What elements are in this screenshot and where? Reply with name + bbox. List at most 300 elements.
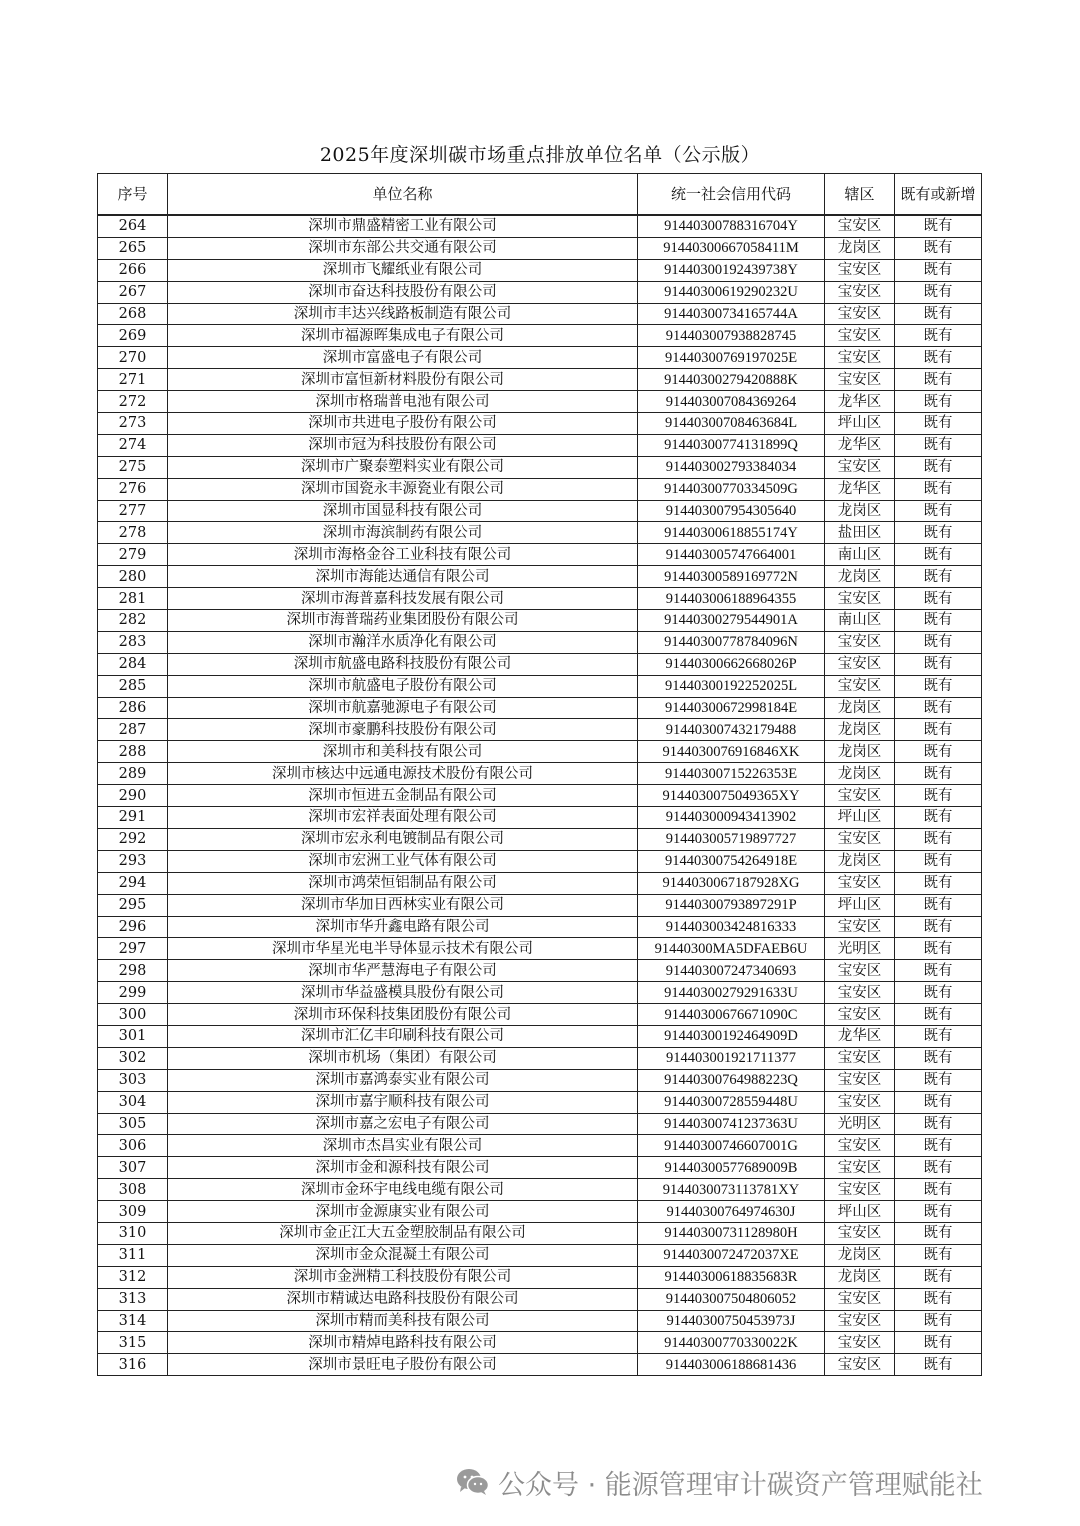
table-row bbox=[98, 872, 982, 894]
row-status: 既有 bbox=[895, 303, 982, 325]
row-district: 宝安区 bbox=[825, 456, 895, 478]
row-status: 既有 bbox=[895, 1332, 982, 1354]
row-seq: 293 bbox=[98, 850, 168, 872]
row-company-name: 深圳市海普瑞药业集团股份有限公司 bbox=[168, 610, 638, 632]
row-seq: 273 bbox=[98, 413, 168, 435]
table-row bbox=[98, 1244, 982, 1266]
row-credit-code: 91440300764974630J bbox=[638, 1201, 825, 1223]
row-credit-code: 91440300192464909D bbox=[638, 1025, 825, 1047]
row-district: 宝安区 bbox=[825, 1091, 895, 1113]
row-status: 既有 bbox=[895, 588, 982, 610]
row-credit-code: 914403007954305640 bbox=[638, 500, 825, 522]
table-row bbox=[98, 741, 982, 763]
row-credit-code: 914403001921711377 bbox=[638, 1047, 825, 1069]
row-status: 既有 bbox=[895, 1266, 982, 1288]
row-credit-code: 91440300715226353E bbox=[638, 763, 825, 785]
row-credit-code: 91440300769197025E bbox=[638, 347, 825, 369]
row-company-name: 深圳市冠为科技股份有限公司 bbox=[168, 434, 638, 456]
row-status: 既有 bbox=[895, 1047, 982, 1069]
row-status: 既有 bbox=[895, 785, 982, 807]
row-company-name: 深圳市华严慧海电子有限公司 bbox=[168, 960, 638, 982]
watermark bbox=[456, 1462, 983, 1502]
row-status: 既有 bbox=[895, 1354, 982, 1376]
row-seq: 303 bbox=[98, 1069, 168, 1091]
table-row bbox=[98, 1091, 982, 1113]
row-seq: 284 bbox=[98, 653, 168, 675]
row-company-name: 深圳市航盛电子股份有限公司 bbox=[168, 675, 638, 697]
row-district: 坪山区 bbox=[825, 413, 895, 435]
row-status: 既有 bbox=[895, 325, 982, 347]
row-seq: 289 bbox=[98, 763, 168, 785]
table-row bbox=[98, 369, 982, 391]
row-district: 宝安区 bbox=[825, 1179, 895, 1201]
row-seq: 272 bbox=[98, 391, 168, 413]
row-status: 既有 bbox=[895, 960, 982, 982]
row-company-name: 深圳市景旺电子股份有限公司 bbox=[168, 1354, 638, 1376]
row-district: 盐田区 bbox=[825, 522, 895, 544]
row-status: 既有 bbox=[895, 894, 982, 916]
table-row bbox=[98, 500, 982, 522]
row-company-name: 深圳市福源晖集成电子有限公司 bbox=[168, 325, 638, 347]
row-district: 龙岗区 bbox=[825, 850, 895, 872]
row-company-name: 深圳市精而美科技有限公司 bbox=[168, 1310, 638, 1332]
table-row bbox=[98, 1113, 982, 1135]
table-row bbox=[98, 1004, 982, 1026]
row-company-name: 深圳市飞耀纸业有限公司 bbox=[168, 259, 638, 281]
table-row bbox=[98, 434, 982, 456]
row-seq: 270 bbox=[98, 347, 168, 369]
table-row bbox=[98, 785, 982, 807]
row-district: 宝安区 bbox=[825, 872, 895, 894]
row-credit-code: 914403007247340693 bbox=[638, 960, 825, 982]
row-status: 既有 bbox=[895, 1113, 982, 1135]
row-status: 既有 bbox=[895, 1091, 982, 1113]
row-company-name: 深圳市金正江大五金塑胶制品有限公司 bbox=[168, 1222, 638, 1244]
row-status: 既有 bbox=[895, 653, 982, 675]
row-status: 既有 bbox=[895, 807, 982, 829]
row-district: 宝安区 bbox=[825, 1288, 895, 1310]
row-credit-code: 91440300746607001G bbox=[638, 1135, 825, 1157]
row-company-name: 深圳市瀚洋水质净化有限公司 bbox=[168, 631, 638, 653]
row-credit-code: 91440300672998184E bbox=[638, 697, 825, 719]
row-seq: 275 bbox=[98, 456, 168, 478]
row-district: 龙岗区 bbox=[825, 719, 895, 741]
table-row bbox=[98, 566, 982, 588]
row-credit-code: 914403002793384034 bbox=[638, 456, 825, 478]
table-row bbox=[98, 1135, 982, 1157]
row-credit-code: 91440300793897291P bbox=[638, 894, 825, 916]
row-company-name: 深圳市丰达兴线路板制造有限公司 bbox=[168, 303, 638, 325]
table-row bbox=[98, 697, 982, 719]
row-status: 既有 bbox=[895, 544, 982, 566]
row-credit-code: 91440300734165744A bbox=[638, 303, 825, 325]
table-row bbox=[98, 631, 982, 653]
row-status: 既有 bbox=[895, 1310, 982, 1332]
table-row bbox=[98, 544, 982, 566]
row-district: 龙岗区 bbox=[825, 1244, 895, 1266]
table-row bbox=[98, 325, 982, 347]
table-row bbox=[98, 719, 982, 741]
table-row bbox=[98, 675, 982, 697]
table-row bbox=[98, 960, 982, 982]
wechat-icon bbox=[456, 1467, 490, 1497]
row-status: 既有 bbox=[895, 347, 982, 369]
row-district: 宝安区 bbox=[825, 1354, 895, 1376]
row-seq: 313 bbox=[98, 1288, 168, 1310]
table-row bbox=[98, 1047, 982, 1069]
row-company-name: 深圳市海普嘉科技发展有限公司 bbox=[168, 588, 638, 610]
row-seq: 280 bbox=[98, 566, 168, 588]
row-company-name: 深圳市精诚达电路科技股份有限公司 bbox=[168, 1288, 638, 1310]
row-credit-code: 91440300728559448U bbox=[638, 1091, 825, 1113]
row-company-name: 深圳市华益盛模具股份有限公司 bbox=[168, 982, 638, 1004]
row-credit-code: 91440300741237363U bbox=[638, 1113, 825, 1135]
row-status: 既有 bbox=[895, 610, 982, 632]
header-seq: 序号 bbox=[98, 174, 168, 216]
row-credit-code: 9144030073113781XY bbox=[638, 1179, 825, 1201]
row-credit-code: 91440300662668026P bbox=[638, 653, 825, 675]
row-status: 既有 bbox=[895, 215, 982, 237]
row-district: 南山区 bbox=[825, 544, 895, 566]
row-district: 龙岗区 bbox=[825, 566, 895, 588]
table-row bbox=[98, 1179, 982, 1201]
row-company-name: 深圳市东部公共交通有限公司 bbox=[168, 237, 638, 259]
row-credit-code: 91440300279544901A bbox=[638, 610, 825, 632]
table-row bbox=[98, 610, 982, 632]
row-credit-code: 91440300676671090C bbox=[638, 1004, 825, 1026]
row-credit-code: 91440300778784096N bbox=[638, 631, 825, 653]
row-seq: 309 bbox=[98, 1201, 168, 1223]
row-company-name: 深圳市宏洲工业气体有限公司 bbox=[168, 850, 638, 872]
row-credit-code: 91440300618835683R bbox=[638, 1266, 825, 1288]
row-company-name: 深圳市恒进五金制品有限公司 bbox=[168, 785, 638, 807]
row-district: 龙岗区 bbox=[825, 763, 895, 785]
emitters-table bbox=[97, 173, 982, 1376]
row-status: 既有 bbox=[895, 982, 982, 1004]
row-seq: 295 bbox=[98, 894, 168, 916]
row-district: 龙华区 bbox=[825, 478, 895, 500]
row-status: 既有 bbox=[895, 697, 982, 719]
row-status: 既有 bbox=[895, 1025, 982, 1047]
row-company-name: 深圳市华升鑫电路有限公司 bbox=[168, 916, 638, 938]
row-credit-code: 91440300708463684L bbox=[638, 413, 825, 435]
row-status: 既有 bbox=[895, 828, 982, 850]
table-row bbox=[98, 982, 982, 1004]
row-seq: 297 bbox=[98, 938, 168, 960]
row-district: 宝安区 bbox=[825, 1004, 895, 1026]
row-seq: 266 bbox=[98, 259, 168, 281]
row-district: 宝安区 bbox=[825, 1310, 895, 1332]
row-company-name: 深圳市奋达科技股份有限公司 bbox=[168, 281, 638, 303]
row-district: 宝安区 bbox=[825, 828, 895, 850]
row-district: 宝安区 bbox=[825, 369, 895, 391]
table-row bbox=[98, 938, 982, 960]
table-row bbox=[98, 259, 982, 281]
row-credit-code: 91440300793882874​5 bbox=[638, 325, 825, 347]
row-seq: 298 bbox=[98, 960, 168, 982]
table-row bbox=[98, 303, 982, 325]
row-district: 宝安区 bbox=[825, 1047, 895, 1069]
table-row bbox=[98, 456, 982, 478]
row-company-name: 深圳市核达中远通电源技术股份有限公司 bbox=[168, 763, 638, 785]
row-credit-code: 91440300618855174Y bbox=[638, 522, 825, 544]
table-row bbox=[98, 215, 982, 237]
row-company-name: 深圳市国显科技有限公司 bbox=[168, 500, 638, 522]
row-seq: 308 bbox=[98, 1179, 168, 1201]
row-status: 既有 bbox=[895, 1179, 982, 1201]
row-district: 龙岗区 bbox=[825, 237, 895, 259]
row-credit-code: 9144030075049365XY bbox=[638, 785, 825, 807]
row-company-name: 深圳市鸿荣恒铝制品有限公司 bbox=[168, 872, 638, 894]
row-district: 宝安区 bbox=[825, 916, 895, 938]
row-company-name: 深圳市富恒新材料股份有限公司 bbox=[168, 369, 638, 391]
row-status: 既有 bbox=[895, 391, 982, 413]
document-title: 2025年度深圳碳市场重点排放单位名单（公示版） bbox=[319, 144, 761, 166]
row-credit-code: 914403006188681436 bbox=[638, 1354, 825, 1376]
row-status: 既有 bbox=[895, 1244, 982, 1266]
row-seq: 277 bbox=[98, 500, 168, 522]
row-company-name: 深圳市华星光电半导体显示技术有限公司 bbox=[168, 938, 638, 960]
row-district: 宝安区 bbox=[825, 325, 895, 347]
row-credit-code: 91440300731128980H bbox=[638, 1222, 825, 1244]
row-seq: 315 bbox=[98, 1332, 168, 1354]
table-row bbox=[98, 1157, 982, 1179]
row-seq: 265 bbox=[98, 237, 168, 259]
table-row bbox=[98, 1332, 982, 1354]
row-status: 既有 bbox=[895, 872, 982, 894]
row-status: 既有 bbox=[895, 1069, 982, 1091]
row-company-name: 深圳市杰昌实业有限公司 bbox=[168, 1135, 638, 1157]
row-status: 既有 bbox=[895, 281, 982, 303]
row-status: 既有 bbox=[895, 1135, 982, 1157]
watermark-text: 公众号 · 能源管理审计碳资产管理赋能社 bbox=[498, 1469, 983, 1501]
row-seq: 310 bbox=[98, 1222, 168, 1244]
row-seq: 286 bbox=[98, 697, 168, 719]
table-row bbox=[98, 391, 982, 413]
table-row bbox=[98, 347, 982, 369]
row-credit-code: 91440300MA5DFAEB6U bbox=[638, 938, 825, 960]
row-district: 龙岗区 bbox=[825, 500, 895, 522]
row-seq: 271 bbox=[98, 369, 168, 391]
row-district: 龙华区 bbox=[825, 391, 895, 413]
table-row bbox=[98, 588, 982, 610]
row-district: 宝安区 bbox=[825, 1135, 895, 1157]
row-status: 既有 bbox=[895, 1222, 982, 1244]
row-company-name: 深圳市环保科技集团股份有限公司 bbox=[168, 1004, 638, 1026]
table-row bbox=[98, 1201, 982, 1223]
row-credit-code: 91440300577689009B bbox=[638, 1157, 825, 1179]
row-status: 既有 bbox=[895, 719, 982, 741]
row-credit-code: 914403000943413902 bbox=[638, 807, 825, 829]
row-company-name: 深圳市汇亿丰印刷科技有限公司 bbox=[168, 1025, 638, 1047]
row-district: 宝安区 bbox=[825, 1332, 895, 1354]
row-status: 既有 bbox=[895, 413, 982, 435]
row-credit-code: 91440300192439738Y bbox=[638, 259, 825, 281]
table-row bbox=[98, 1025, 982, 1047]
row-credit-code: 91440300279291633U bbox=[638, 982, 825, 1004]
row-seq: 292 bbox=[98, 828, 168, 850]
row-credit-code: 91440300279420888K bbox=[638, 369, 825, 391]
row-company-name: 深圳市豪鹏科技股份有限公司 bbox=[168, 719, 638, 741]
row-credit-code: 91440300788316704Y bbox=[638, 215, 825, 237]
row-seq: 274 bbox=[98, 434, 168, 456]
row-district: 坪山区 bbox=[825, 807, 895, 829]
row-seq: 291 bbox=[98, 807, 168, 829]
row-company-name: 深圳市航嘉驰源电子有限公司 bbox=[168, 697, 638, 719]
row-status: 既有 bbox=[895, 1157, 982, 1179]
row-status: 既有 bbox=[895, 1004, 982, 1026]
row-company-name: 深圳市嘉鸿泰实业有限公司 bbox=[168, 1069, 638, 1091]
row-status: 既有 bbox=[895, 938, 982, 960]
row-credit-code: 914403005719897727 bbox=[638, 828, 825, 850]
row-company-name: 深圳市金洲精工科技股份有限公司 bbox=[168, 1266, 638, 1288]
row-company-name: 深圳市海滨制药有限公司 bbox=[168, 522, 638, 544]
row-district: 宝安区 bbox=[825, 675, 895, 697]
row-district: 龙岗区 bbox=[825, 697, 895, 719]
row-seq: 301 bbox=[98, 1025, 168, 1047]
row-seq: 307 bbox=[98, 1157, 168, 1179]
row-district: 宝安区 bbox=[825, 785, 895, 807]
row-seq: 311 bbox=[98, 1244, 168, 1266]
row-status: 既有 bbox=[895, 369, 982, 391]
row-district: 宝安区 bbox=[825, 982, 895, 1004]
row-district: 宝安区 bbox=[825, 347, 895, 369]
row-company-name: 深圳市格瑞普电池有限公司 bbox=[168, 391, 638, 413]
row-seq: 305 bbox=[98, 1113, 168, 1135]
row-seq: 281 bbox=[98, 588, 168, 610]
table-row bbox=[98, 763, 982, 785]
row-company-name: 深圳市富盛电子有限公司 bbox=[168, 347, 638, 369]
row-district: 龙岗区 bbox=[825, 741, 895, 763]
table-row bbox=[98, 1288, 982, 1310]
row-seq: 288 bbox=[98, 741, 168, 763]
row-company-name: 深圳市精焯电路科技有限公司 bbox=[168, 1332, 638, 1354]
row-district: 宝安区 bbox=[825, 281, 895, 303]
table-header-row bbox=[98, 174, 982, 216]
row-status: 既有 bbox=[895, 478, 982, 500]
row-company-name: 深圳市金环宇电线电缆有限公司 bbox=[168, 1179, 638, 1201]
row-credit-code: 91440300774131899Q bbox=[638, 434, 825, 456]
row-seq: 282 bbox=[98, 610, 168, 632]
table-row bbox=[98, 850, 982, 872]
row-district: 宝安区 bbox=[825, 215, 895, 237]
row-district: 光明区 bbox=[825, 1113, 895, 1135]
table-row bbox=[98, 653, 982, 675]
row-status: 既有 bbox=[895, 1288, 982, 1310]
row-status: 既有 bbox=[895, 1201, 982, 1223]
row-company-name: 深圳市国瓷永丰源瓷业有限公司 bbox=[168, 478, 638, 500]
row-status: 既有 bbox=[895, 500, 982, 522]
row-seq: 312 bbox=[98, 1266, 168, 1288]
row-seq: 276 bbox=[98, 478, 168, 500]
row-seq: 279 bbox=[98, 544, 168, 566]
row-status: 既有 bbox=[895, 763, 982, 785]
row-credit-code: 91440300770334509G bbox=[638, 478, 825, 500]
row-seq: 278 bbox=[98, 522, 168, 544]
row-company-name: 深圳市海格金谷工业科技有限公司 bbox=[168, 544, 638, 566]
table-row bbox=[98, 1222, 982, 1244]
row-seq: 306 bbox=[98, 1135, 168, 1157]
row-district: 宝安区 bbox=[825, 588, 895, 610]
row-credit-code: 914403007084369264 bbox=[638, 391, 825, 413]
row-seq: 268 bbox=[98, 303, 168, 325]
row-credit-code: 914403006188964355 bbox=[638, 588, 825, 610]
table-row bbox=[98, 807, 982, 829]
row-seq: 316 bbox=[98, 1354, 168, 1376]
table-row bbox=[98, 1310, 982, 1332]
row-credit-code: 91440300192252025L bbox=[638, 675, 825, 697]
row-credit-code: 91440300764988223Q bbox=[638, 1069, 825, 1091]
table-row bbox=[98, 237, 982, 259]
row-credit-code: 9144030076916846XK bbox=[638, 741, 825, 763]
table-row bbox=[98, 413, 982, 435]
row-status: 既有 bbox=[895, 741, 982, 763]
row-company-name: 深圳市华加日西林实业有限公司 bbox=[168, 894, 638, 916]
row-district: 宝安区 bbox=[825, 259, 895, 281]
row-company-name: 深圳市机场（集团）有限公司 bbox=[168, 1047, 638, 1069]
header-credit-code: 统一社会信用代码 bbox=[638, 174, 825, 216]
row-seq: 285 bbox=[98, 675, 168, 697]
row-status: 既有 bbox=[895, 850, 982, 872]
row-credit-code: 91440300667058411M bbox=[638, 237, 825, 259]
row-district: 坪山区 bbox=[825, 894, 895, 916]
row-seq: 264 bbox=[98, 215, 168, 237]
row-credit-code: 914403005747664001 bbox=[638, 544, 825, 566]
row-company-name: 深圳市航盛电路科技股份有限公司 bbox=[168, 653, 638, 675]
table-row bbox=[98, 1069, 982, 1091]
table-row bbox=[98, 522, 982, 544]
row-company-name: 深圳市金源康实业有限公司 bbox=[168, 1201, 638, 1223]
row-district: 龙岗区 bbox=[825, 1266, 895, 1288]
row-credit-code: 91440300750453973J bbox=[638, 1310, 825, 1332]
row-credit-code: 91440300770330022K bbox=[638, 1332, 825, 1354]
row-district: 南山区 bbox=[825, 610, 895, 632]
row-district: 坪山区 bbox=[825, 1201, 895, 1223]
row-company-name: 深圳市金和源科技有限公司 bbox=[168, 1157, 638, 1179]
row-seq: 299 bbox=[98, 982, 168, 1004]
row-credit-code: 914403007432179488 bbox=[638, 719, 825, 741]
row-status: 既有 bbox=[895, 566, 982, 588]
table-row bbox=[98, 894, 982, 916]
row-seq: 267 bbox=[98, 281, 168, 303]
row-credit-code: 91440300619290232U bbox=[638, 281, 825, 303]
row-district: 宝安区 bbox=[825, 960, 895, 982]
row-company-name: 深圳市广聚泰塑料实业有限公司 bbox=[168, 456, 638, 478]
row-district: 宝安区 bbox=[825, 1069, 895, 1091]
row-district: 宝安区 bbox=[825, 653, 895, 675]
row-status: 既有 bbox=[895, 522, 982, 544]
row-company-name: 深圳市共进电子股份有限公司 bbox=[168, 413, 638, 435]
row-company-name: 深圳市金众混凝土有限公司 bbox=[168, 1244, 638, 1266]
row-seq: 290 bbox=[98, 785, 168, 807]
row-company-name: 深圳市和美科技有限公司 bbox=[168, 741, 638, 763]
row-seq: 294 bbox=[98, 872, 168, 894]
row-seq: 287 bbox=[98, 719, 168, 741]
row-company-name: 深圳市海能达通信有限公司 bbox=[168, 566, 638, 588]
row-seq: 304 bbox=[98, 1091, 168, 1113]
row-seq: 300 bbox=[98, 1004, 168, 1026]
row-company-name: 深圳市嘉宇顺科技有限公司 bbox=[168, 1091, 638, 1113]
table-body bbox=[98, 215, 982, 1376]
table-row bbox=[98, 281, 982, 303]
row-district: 宝安区 bbox=[825, 631, 895, 653]
row-company-name: 深圳市鼎盛精密工业有限公司 bbox=[168, 215, 638, 237]
row-district: 龙华区 bbox=[825, 434, 895, 456]
row-seq: 269 bbox=[98, 325, 168, 347]
table-row bbox=[98, 1266, 982, 1288]
row-district: 宝安区 bbox=[825, 303, 895, 325]
row-status: 既有 bbox=[895, 456, 982, 478]
